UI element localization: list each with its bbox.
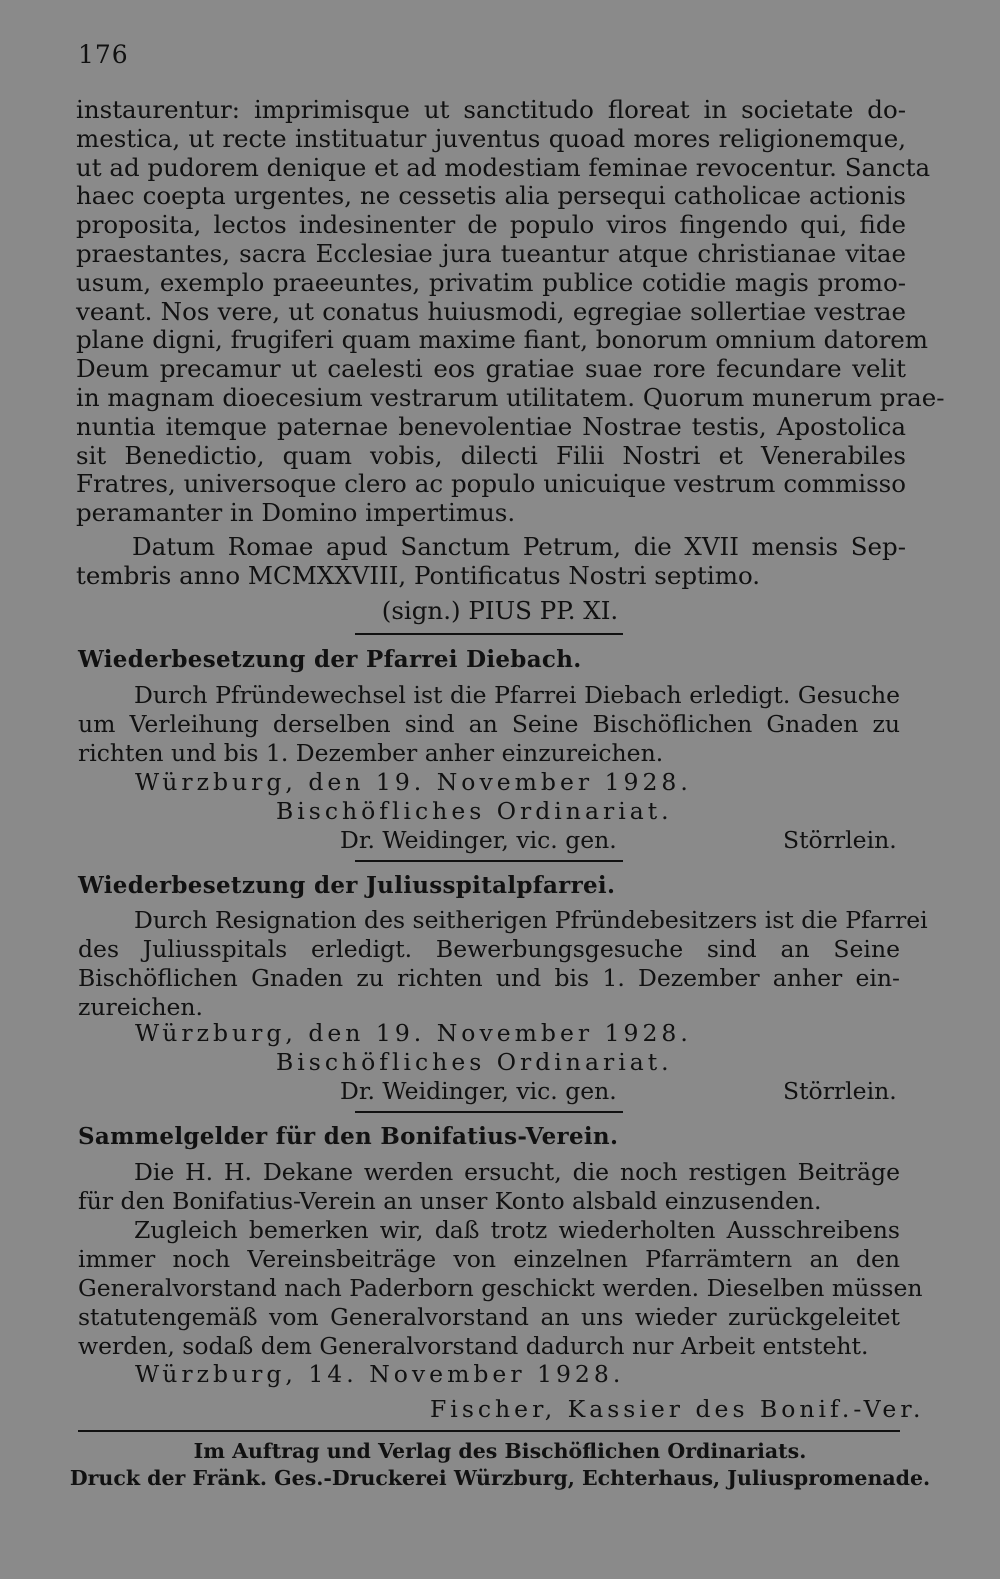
text-line: veant. Nos vere, ut conatus huiusmodi, egregiae sollertiae vestrae (76, 296, 906, 326)
text-line: in magnam dioecesium vestrarum utilitatem. Quorum munerum prae- (76, 382, 945, 412)
text-line: Die H. H. Dekane werden ersucht, die noch restigen Beiträge (134, 1158, 900, 1186)
text-line: Generalvorstand nach Paderborn geschickt werden. Dieselben müssen (78, 1274, 923, 1302)
signer: Fischer, Kassier des Bonif.-Ver. (430, 1395, 925, 1423)
text-line: des Juliusspitals erledigt. Bewerbungsgesuche sind an Seine (78, 935, 900, 963)
footer-rule (78, 1430, 900, 1432)
text-line: um Verleihung derselben sind an Seine Bischöflichen Gnaden zu (78, 710, 900, 738)
section-body-bonifatius (78, 1158, 923, 1361)
latin-letter-body (76, 95, 945, 591)
text-line: richten und bis 1. Dezember anher einzureichen. (78, 739, 664, 767)
text-line: Bischöflichen Gnaden zu richten und bis 1. Dezember anher ein- (78, 964, 900, 992)
signer-right: Störrlein. (783, 1077, 897, 1105)
text-line: Durch Resignation des seitherigen Pfründebesitzers ist die Pfarrei (134, 906, 928, 934)
text-line: Zugleich bemerken wir, daß trotz wiederholten Ausschreibens (134, 1216, 900, 1244)
text-line: praestantes, sacra Ecclesiae jura tueantur atque christianae vitae (76, 238, 906, 268)
text-line: Fratres, universoque clero ac populo unicuique vestrum commisso (76, 469, 906, 499)
text-line: usum, exemplo praeeuntes, privatim publice cotidie magis promo- (76, 267, 906, 297)
place-date: Würzburg, den 19. November 1928. (135, 768, 692, 796)
office-name: Bischöfliches Ordinariat. (276, 797, 673, 825)
text-line: Durch Pfründewechsel ist die Pfarrei Diebach erledigt. Gesuche (134, 681, 900, 709)
text-line: nuntia itemque paternae benevolentiae Nostrae testis, Apostolica (76, 411, 906, 441)
text-line: mestica, ut recte instituatur juventus quoad mores religionemque, (76, 123, 906, 153)
text-line: zureichen. (78, 993, 203, 1021)
section-heading-juliusspital: Wiederbesetzung der Juliusspitalpfarrei. (78, 872, 616, 899)
section-body-diebach (78, 681, 900, 768)
text-line: plane digni, frugiferi quam maxime fiant, bonorum omnium datorem (76, 325, 929, 355)
text-line: statutengemäß vom Generalvorstand an uns wieder zurückgeleitet (78, 1303, 900, 1331)
page-number: 176 (78, 40, 129, 69)
signer-right: Störrlein. (783, 826, 897, 854)
section-body-juliusspital (78, 906, 928, 1022)
separator-rule (355, 860, 623, 862)
papal-signature: (sign.) PIUS PP. XI. (381, 596, 619, 625)
footer-publisher: Im Auftrag und Verlag des Bischöflichen Ordinariats. (193, 1439, 807, 1463)
text-line: Deum precamur ut caelesti eos gratiae suae rore fecundare velit (76, 354, 906, 384)
section-heading-bonifatius: Sammelgelder für den Bonifatius-Verein. (78, 1123, 619, 1150)
text-line: peramanter in Domino impertimus. (76, 498, 516, 528)
footer-printer: Druck der Fränk. Ges.-Druckerei Würzburg, Echterhaus, Juliuspromenade. (69, 1466, 931, 1490)
office-name: Bischöfliches Ordinariat. (276, 1048, 673, 1076)
text-line: sit Benedictio, quam vobis, dilecti Filii Nostri et Venerabiles (76, 440, 906, 470)
text-line: für den Bonifatius-Verein an unser Konto alsbald einzusenden. (78, 1187, 822, 1215)
datum-line: Datum Romae apud Sanctum Petrum, die XVII mensis Sep- (132, 531, 906, 561)
text-line: ut ad pudorem denique et ad modestiam feminae revocentur. Sancta (76, 152, 931, 182)
section-heading-diebach: Wiederbesetzung der Pfarrei Diebach. (78, 646, 582, 673)
place-date: Würzburg, 14. November 1928. (135, 1360, 625, 1388)
signer-left: Dr. Weidinger, vic. gen. (340, 826, 617, 854)
place-date: Würzburg, den 19. November 1928. (135, 1019, 692, 1047)
separator-rule (355, 1111, 623, 1113)
text-line: werden, sodaß dem Generalvorstand dadurch nur Arbeit entsteht. (78, 1332, 869, 1360)
text-line: haec coepta urgentes, ne cessetis alia persequi catholicae actionis (76, 181, 906, 211)
datum-line: tembris anno MCMXXVIII, Pontificatus Nostri septimo. (76, 560, 761, 590)
text-line: proposita, lectos indesinenter de populo viros fingendo qui, fide (76, 210, 906, 240)
signer-left: Dr. Weidinger, vic. gen. (340, 1077, 617, 1105)
separator-rule (355, 633, 623, 635)
text-line: instaurentur: imprimisque ut sanctitudo floreat in societate do- (76, 95, 906, 124)
text-line: immer noch Vereinsbeiträge von einzelnen Pfarrämtern an den (78, 1245, 900, 1273)
